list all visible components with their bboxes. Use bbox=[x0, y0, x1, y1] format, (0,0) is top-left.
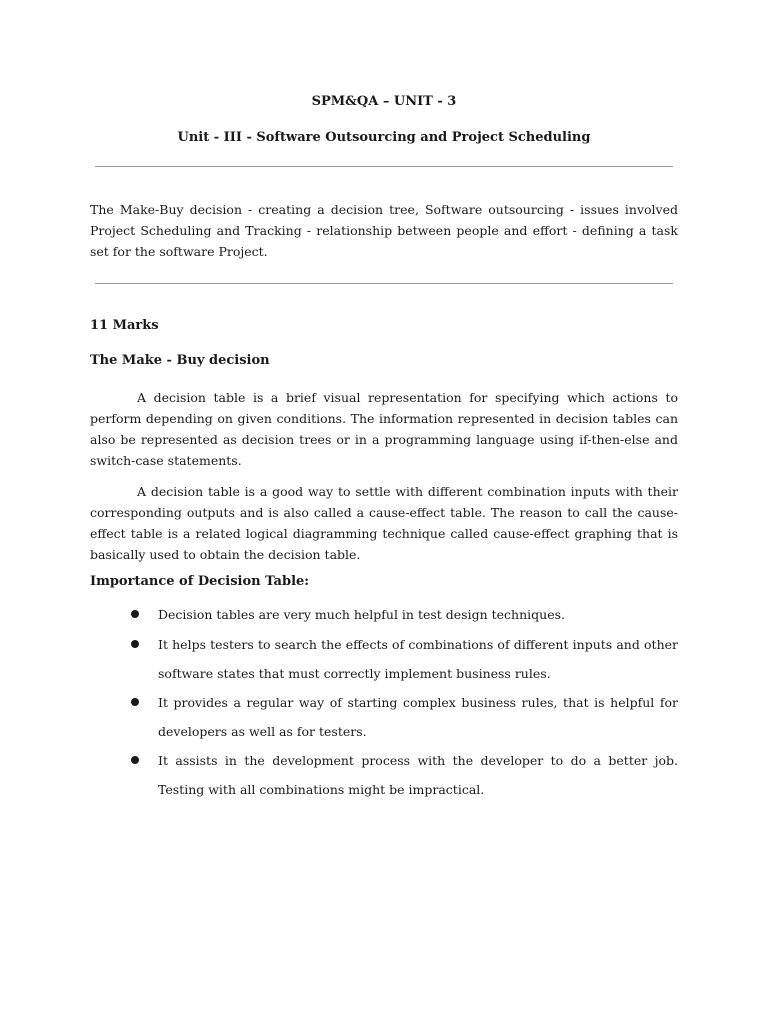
marks-heading: 11 Marks bbox=[90, 318, 159, 333]
list-item-text: It provides a regular way of starting complex business rules, that is helpful for developers as well as for testers. bbox=[158, 695, 678, 739]
divider-bottom bbox=[95, 283, 673, 284]
bullet-icon bbox=[131, 640, 139, 648]
bullet-icon bbox=[131, 698, 139, 706]
list-item-text: It helps testers to search the effects of combinations of different inputs and other software states that must correctly implement business rules. bbox=[158, 637, 678, 681]
body-paragraph: A decision table is a good way to settle with different combination inputs with their corresponding outputs and is also called a cause-effect table. The reason to call the cause-effect table is a related logical diagramming technique called cause-effect graphing that is basically used to obtain the decision table. bbox=[90, 484, 678, 562]
importance-heading: Importance of Decision Table: bbox=[90, 574, 310, 589]
list-item bbox=[158, 746, 678, 804]
list-item bbox=[158, 688, 678, 746]
divider-top bbox=[95, 166, 673, 167]
list-item bbox=[158, 600, 678, 629]
list-item bbox=[158, 630, 678, 688]
list-item-text: It assists in the development process with the developer to do a better job. Testing with all combinations might be impractical. bbox=[158, 753, 678, 797]
list-item-text: Decision tables are very much helpful in test design techniques. bbox=[158, 607, 565, 622]
bullet-icon bbox=[131, 756, 139, 764]
course-title: SPM&QA – UNIT - 3 bbox=[311, 94, 457, 109]
unit-title: Unit - III - Software Outsourcing and Project Scheduling bbox=[177, 130, 591, 145]
bullet-icon bbox=[131, 610, 139, 618]
body-paragraph: A decision table is a brief visual representation for specifying which actions to perform depending on given conditions. The information represented in decision tables can also be represented as decision trees or in a programming language using if-then-else and switch-case statements. bbox=[90, 390, 678, 468]
intro-paragraph: The Make-Buy decision - creating a decision tree, Software outsourcing - issues involved Project Scheduling and Tracking - relationship between people and effort - defining a task set for the software Project. bbox=[90, 202, 678, 259]
section-heading: The Make - Buy decision bbox=[90, 353, 270, 368]
